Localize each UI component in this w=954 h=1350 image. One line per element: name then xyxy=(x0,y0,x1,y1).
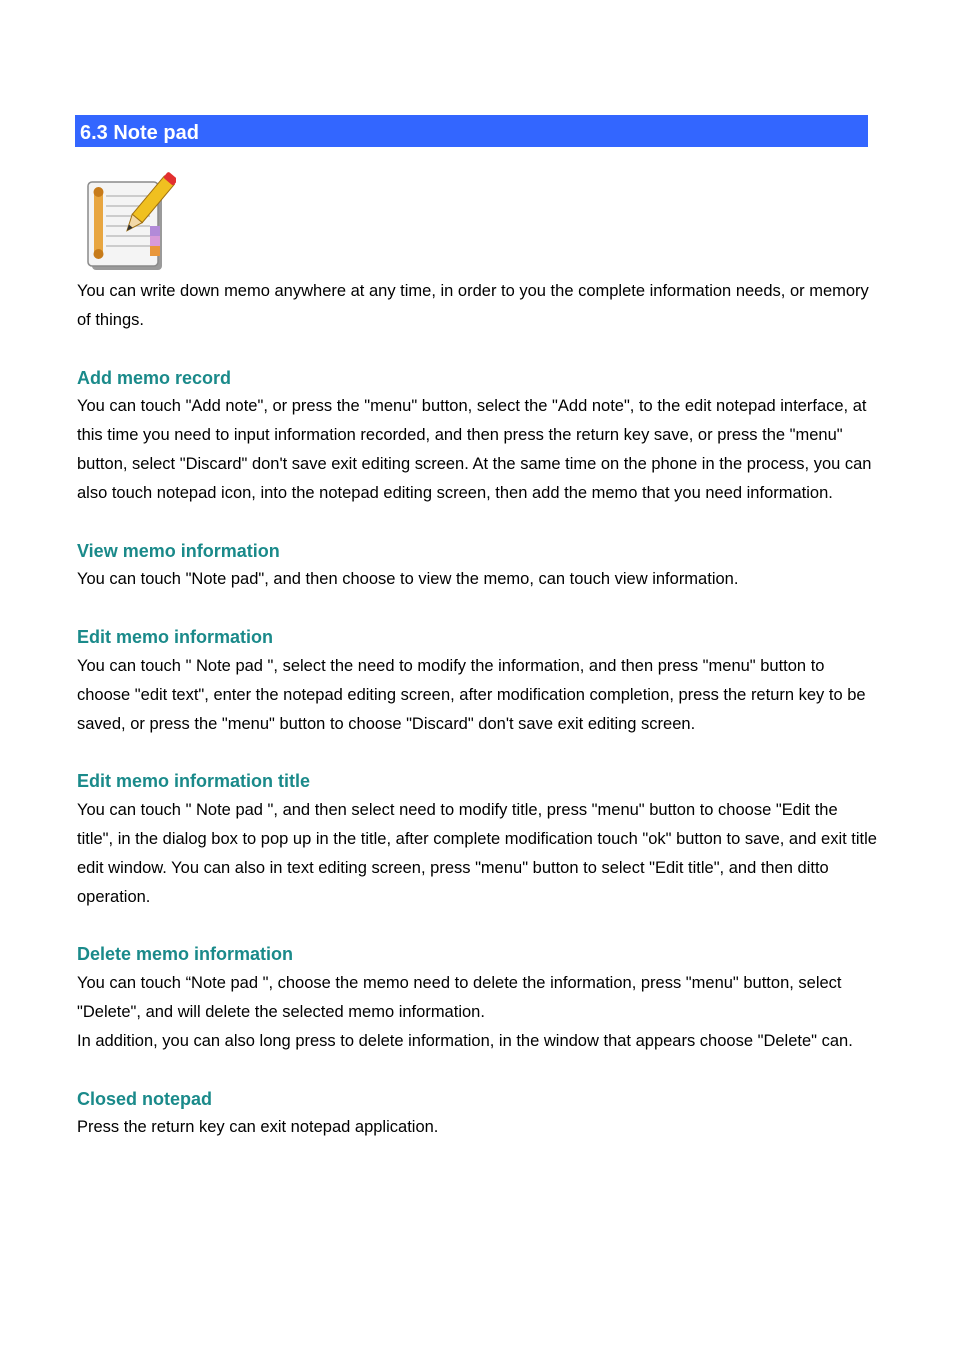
paragraph-view-memo: You can touch "Note pad", and then choose to view the memo, can touch view information. xyxy=(77,570,739,589)
heading-closed-notepad: Closed notepad xyxy=(77,1088,213,1109)
paragraph-closed-notepad: Press the return key can exit notepad application. xyxy=(77,1118,439,1137)
heading-add-memo: Add memo record xyxy=(77,367,232,388)
heading-edit-title: Edit memo information title xyxy=(77,771,311,792)
paragraph-edit-memo: You can touch " Note pad ", select the need to modify the information, and then press "menu" button to choose "edit text", enter the notepad editing screen, after modification completion, press the return key to be saved, or press the "menu" button to choose "Discard" don't save exit editing screen. xyxy=(77,656,866,733)
intro-paragraph: You can write down memo anywhere at any time, in order to you the complete information needs, or memory of things. xyxy=(77,282,869,329)
heading-delete-memo: Delete memo information xyxy=(77,944,294,965)
document-body xyxy=(77,277,877,1142)
paragraph-add-memo: You can touch "Add note", or press the "menu" button, select the "Add note", to the edit notepad interface, at this time you need to input information recorded, and then press the return key save, or press the "menu" button, select "Discard" don't save exit editing screen. At the same time on the phone in the process, you can also touch notepad icon, into the notepad editing screen, then add the memo that you need information. xyxy=(77,397,872,502)
paragraph-delete-memo-long-press: In addition, you can also long press to delete information, in the window that appears choose "Delete" can. xyxy=(77,1031,853,1050)
heading-edit-memo: Edit memo information xyxy=(77,627,274,648)
heading-view-memo: View memo information xyxy=(77,540,280,561)
notepad-pencil-icon xyxy=(84,172,176,272)
paragraph-edit-title: You can touch " Note pad ", and then select need to modify title, press "menu" button to choose "Edit the title", in the dialog box to pop up in the title, after complete modification touch "ok" button to save, and exit title edit window. You can also in text editing screen, press "menu" button to select "Edit title", and then ditto operation. xyxy=(77,801,877,906)
section-title: 6.3 Note pad xyxy=(80,122,199,144)
section-title-bar xyxy=(75,115,868,147)
paragraph-delete-memo: You can touch “Note pad ", choose the memo need to delete the information, press "menu" button, select "Delete", and will delete the selected memo information. xyxy=(77,974,842,1021)
